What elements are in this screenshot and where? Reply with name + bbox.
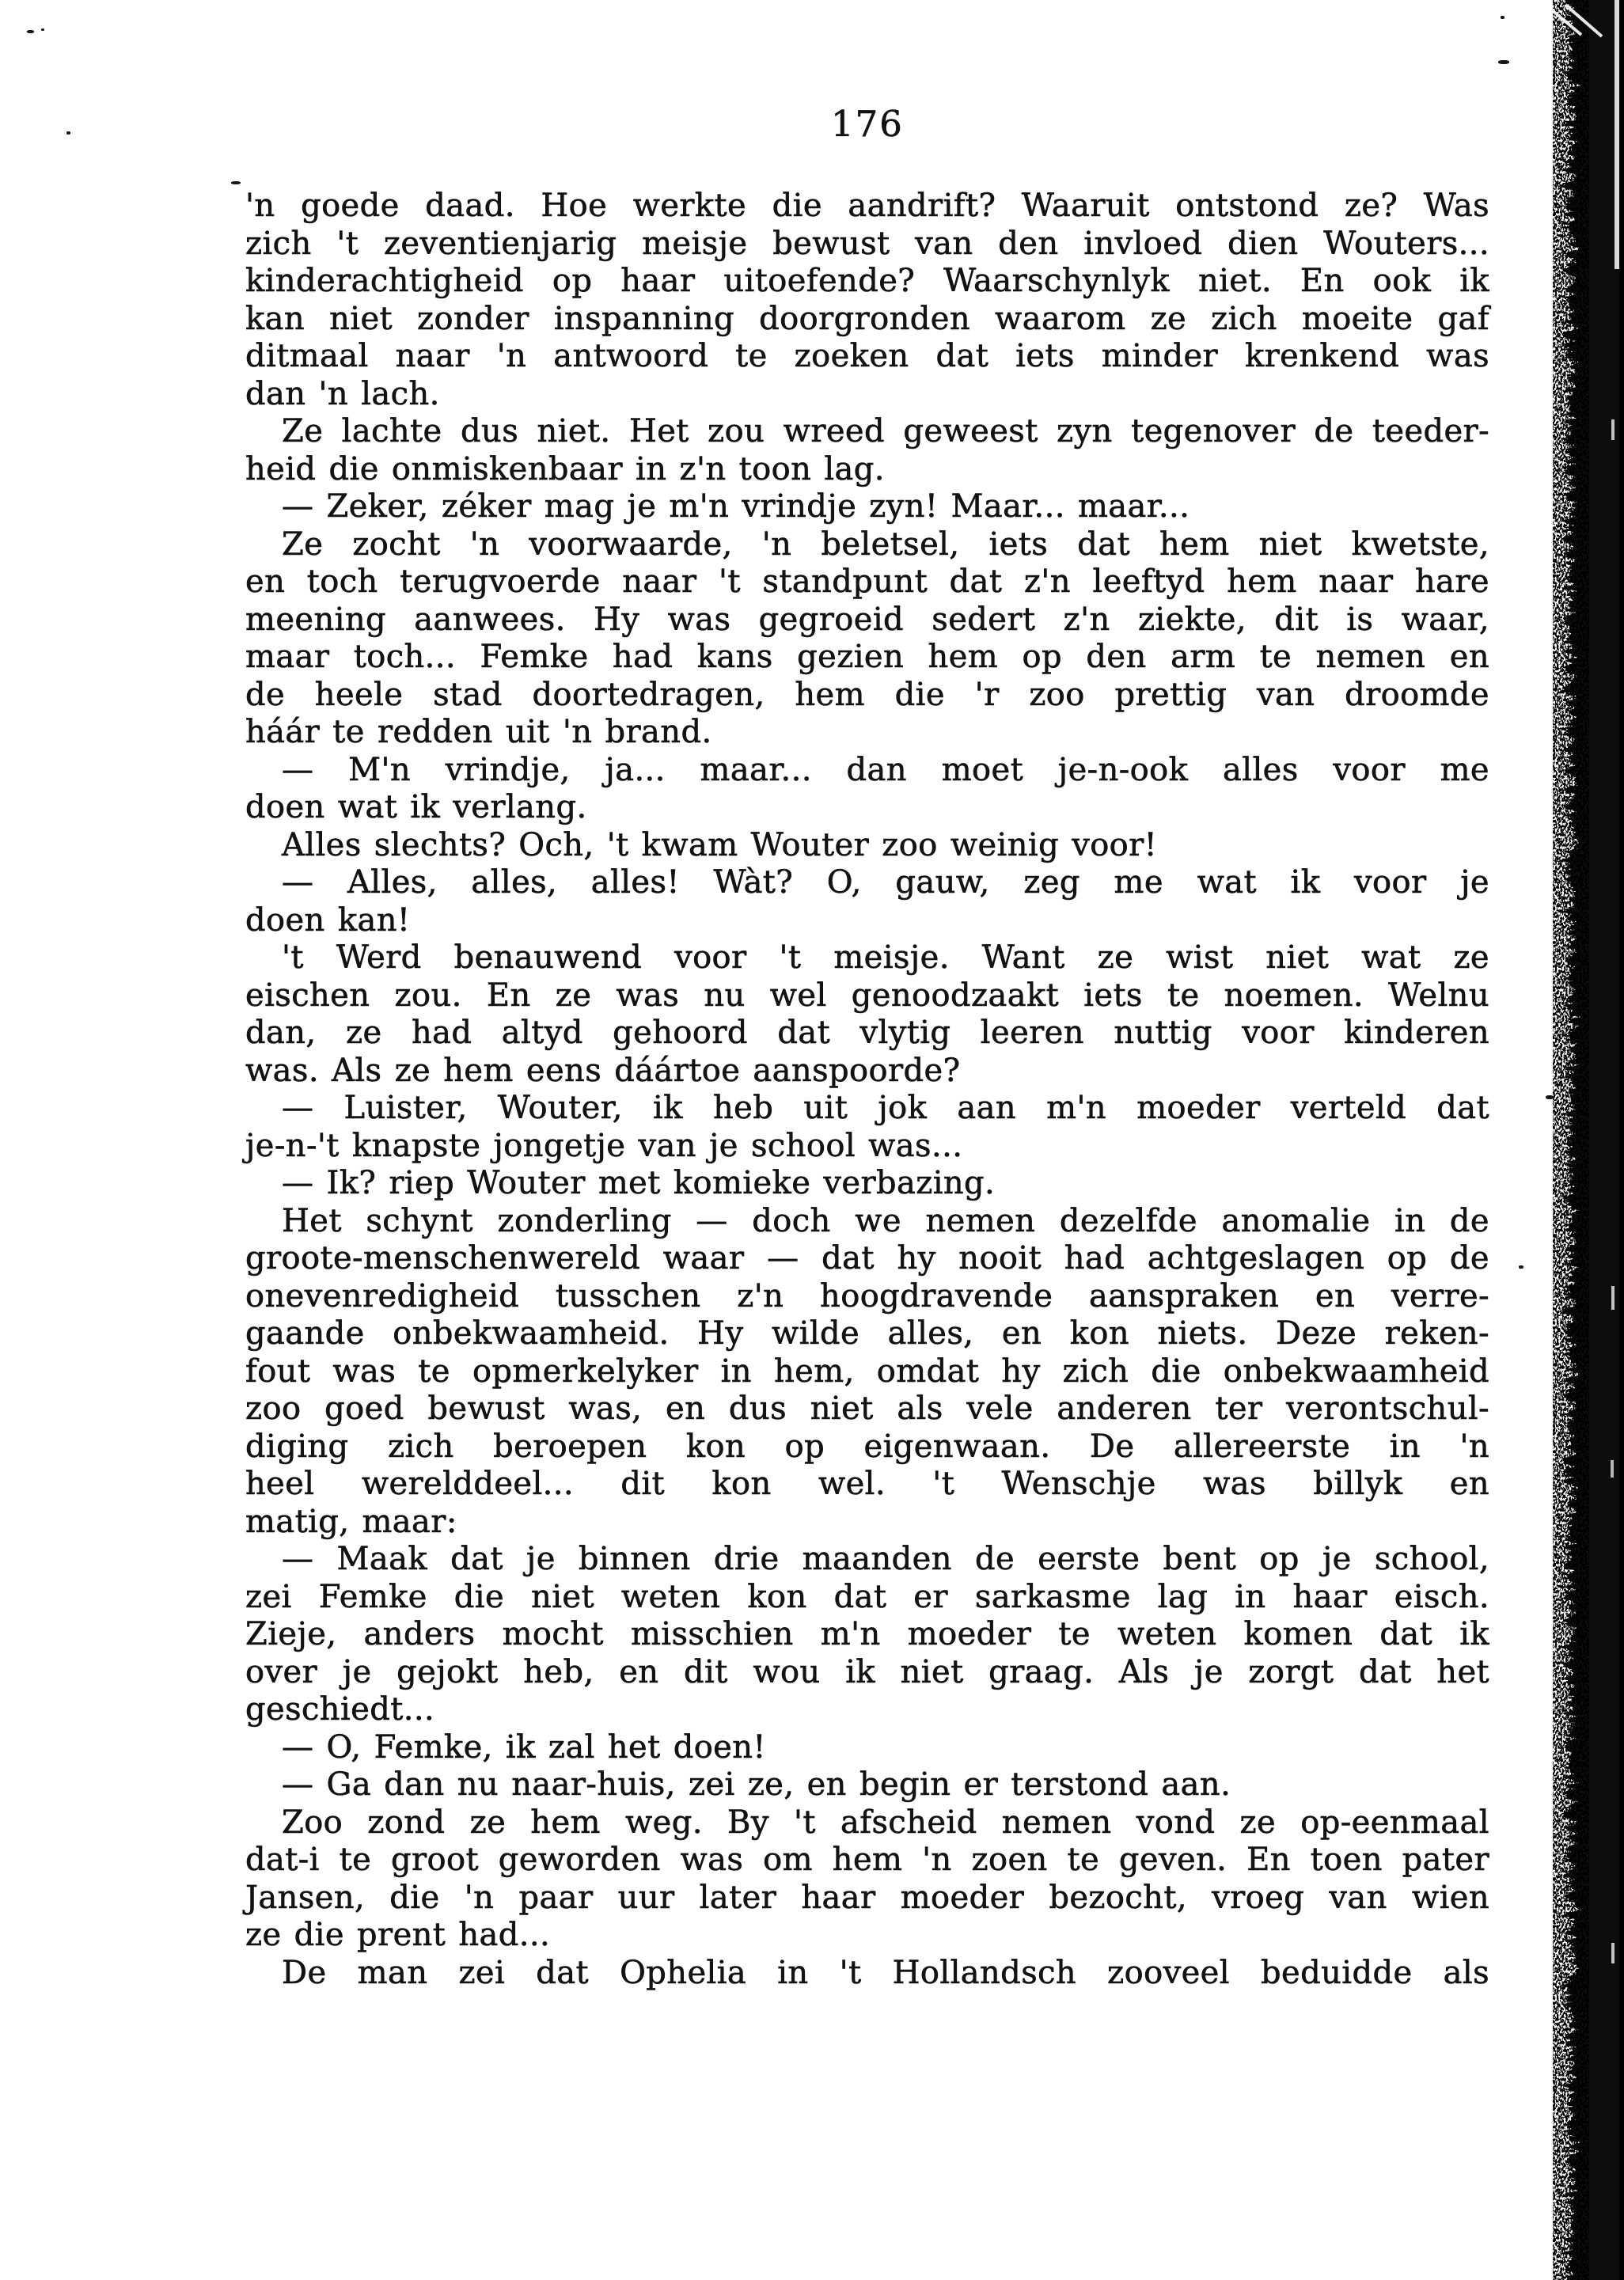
text-line: — Alles, alles, alles! Wàt? O, gauw, zeg me wat ik voor je bbox=[282, 864, 1489, 901]
text-line: dan, ze had altyd gehoord dat vlytig leeren nuttig voor kinderen bbox=[245, 1015, 1489, 1051]
text-block bbox=[245, 188, 1489, 1992]
ink-speck bbox=[1519, 1265, 1523, 1269]
text-line: gaande onbekwaamheid. Hy wilde alles, en kon niets. Deze reken- bbox=[245, 1315, 1489, 1352]
text-line: meening aanwees. Hy was gegroeid sedert z'n ziekte, dit is waar, bbox=[245, 601, 1489, 638]
text-line: — Zeker, zéker mag je m'n vrindje zyn! Maar... maar... bbox=[282, 488, 1190, 525]
ink-speck bbox=[1501, 16, 1504, 19]
text-line: en toch terugvoerde naar 't standpunt dat z'n leeftyd hem naar hare bbox=[245, 563, 1489, 600]
text-line: matig, maar: bbox=[245, 1503, 457, 1540]
text-line: dat-i te groot geworden was om hem 'n zoen te geven. En toen pater bbox=[245, 1842, 1489, 1878]
text-line: maar toch... Femke had kans gezien hem op den arm te nemen en bbox=[245, 639, 1489, 675]
text-line: háár te redden uit 'n brand. bbox=[245, 714, 712, 750]
text-line: De man zei dat Ophelia in 't Hollandsch zooveel beduidde als bbox=[282, 1954, 1489, 1991]
text-line: dan 'n lach. bbox=[245, 375, 440, 412]
text-line: — Luister, Wouter, ik heb uit jok aan m'n moeder verteld dat bbox=[282, 1090, 1489, 1126]
text-line: de heele stad doortedragen, hem die 'r zoo prettig van droomde bbox=[245, 676, 1489, 713]
text-line: heid die onmiskenbaar in z'n toon lag. bbox=[245, 450, 885, 487]
text-line: eischen zou. En ze was nu wel genoodzaakt iets te noemen. Welnu bbox=[245, 977, 1489, 1014]
text-line: — Ik? riep Wouter met komieke verbazing. bbox=[282, 1165, 996, 1201]
text-line: ditmaal naar 'n antwoord te zoeken dat iets minder krenkend was bbox=[245, 338, 1489, 374]
text-line: Zoo zond ze hem weg. By 't afscheid nemen vond ze op-eenmaal bbox=[282, 1804, 1489, 1841]
text-line: was. Als ze hem eens dáártoe aanspoorde? bbox=[245, 1052, 961, 1089]
text-line: Het schynt zonderling — doch we nemen dezelfde anomalie in de bbox=[282, 1202, 1489, 1239]
text-line: groote-menschenwereld waar — dat hy nooit had achtgeslagen op de bbox=[245, 1240, 1489, 1277]
ink-speck bbox=[231, 181, 241, 184]
ink-speck bbox=[27, 30, 34, 33]
text-line: — M'n vrindje, ja... maar... dan moet je-n-ook alles voor me bbox=[282, 751, 1489, 788]
ink-speck bbox=[66, 131, 70, 135]
text-line: Zieje, anders mocht misschien m'n moeder te weten komen dat ik bbox=[245, 1616, 1489, 1652]
text-line: kan niet zonder inspanning doorgronden waarom ze zich moeite gaf bbox=[245, 300, 1489, 337]
text-line: zei Femke die niet weten kon dat er sarkasme lag in haar eisch. bbox=[245, 1578, 1489, 1615]
text-line: onevenredigheid tusschen z'n hoogdravende aanspraken en verre- bbox=[245, 1277, 1489, 1315]
text-line: Ze lachte dus niet. Het zou wreed geweest zyn tegenover de teeder- bbox=[282, 413, 1489, 450]
text-line: diging zich beroepen kon op eigenwaan. De allereerste in 'n bbox=[245, 1428, 1489, 1465]
text-line: Alles slechts? Och, 't kwam Wouter zoo weinig voor! bbox=[282, 826, 1158, 863]
page-number: 176 bbox=[831, 103, 904, 145]
text-line: doen kan! bbox=[245, 901, 411, 939]
text-line: heel werelddeel... dit kon wel. 't Wenschje was billyk en bbox=[245, 1466, 1489, 1502]
text-line: — Maak dat je binnen drie maanden de eerste bent op je school, bbox=[282, 1541, 1489, 1577]
text-line: zoo goed bewust was, en dus niet als vele anderen ter verontschul- bbox=[245, 1390, 1489, 1427]
text-line: geschiedt... bbox=[245, 1691, 435, 1728]
text-line: 't Werd benauwend voor 't meisje. Want ze wist niet wat ze bbox=[282, 939, 1489, 976]
text-line: Ze zocht 'n voorwaarde, 'n beletsel, iets dat hem niet kwetste, bbox=[282, 525, 1489, 563]
text-line: fout was te opmerkelyker in hem, omdat hy zich die onbekwaamheid bbox=[245, 1352, 1489, 1390]
text-line: je-n-'t knapste jongetje van je school was... bbox=[245, 1127, 963, 1164]
text-line: — Ga dan nu naar-huis, zei ze, en begin er terstond aan. bbox=[282, 1766, 1231, 1803]
ink-speck bbox=[1546, 1095, 1554, 1099]
text-line: over je gejokt heb, en dit wou ik niet graag. Als je zorgt dat het bbox=[245, 1653, 1489, 1690]
text-line: — O, Femke, ik zal het doen! bbox=[282, 1728, 766, 1766]
text-line: 'n goede daad. Hoe werkte die aandrift? Waaruit ontstond ze? Was bbox=[245, 188, 1489, 224]
ink-speck bbox=[1498, 60, 1509, 64]
text-line: ze die prent had... bbox=[245, 1917, 551, 1953]
scan-gutter-shadow bbox=[1529, 0, 1624, 2280]
text-line: Jansen, die 'n paar uur later haar moeder bezocht, vroeg van wien bbox=[245, 1879, 1489, 1916]
ink-speck bbox=[41, 28, 44, 31]
text-line: kinderachtigheid op haar uitoefende? Waarschynlyk niet. En ook ik bbox=[245, 263, 1489, 299]
text-line: zich 't zeventienjarig meisje bewust van den invloed dien Wouters... bbox=[245, 225, 1489, 262]
text-line: doen wat ik verlang. bbox=[245, 789, 587, 825]
